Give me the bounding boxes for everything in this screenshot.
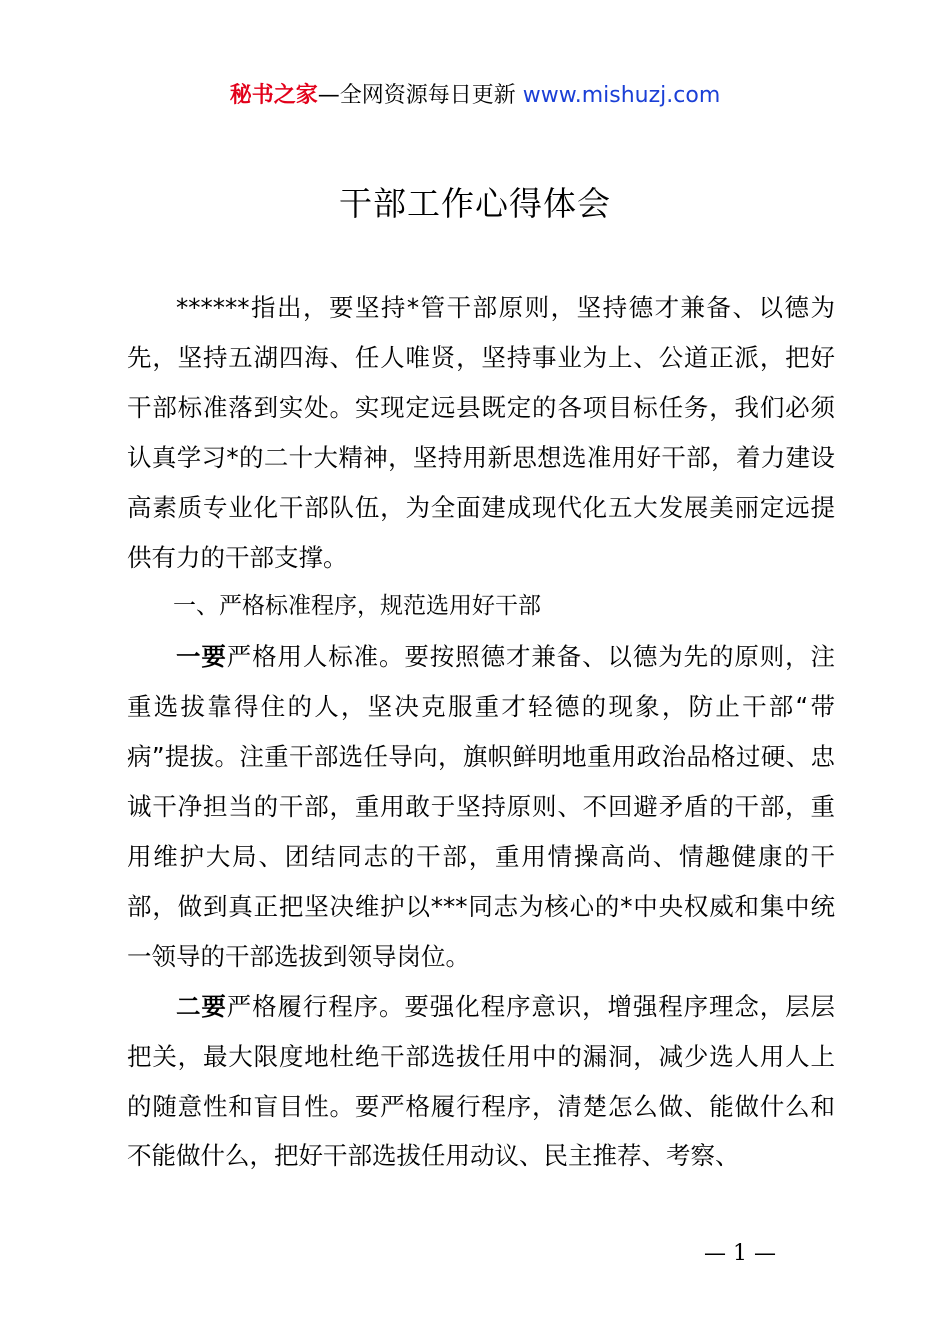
section-heading-1: 一、严格标准程序，规范选用好干部 xyxy=(173,593,541,620)
paragraph-2-lead: 二要 xyxy=(176,991,227,1021)
document-title: 干部工作心得体会 xyxy=(339,184,611,223)
paragraph-2 xyxy=(127,982,835,1182)
site-url-link[interactable]: www.mishuzj.com xyxy=(522,83,721,108)
paragraph-2-text: 严格履行程序。要强化程序意识，增强程序理念，层层把关，最大限度地杜绝干部选拔任用中的漏洞，减少选人用人上的随意性和盲目性。要严格履行程序，清楚怎么做、能做什么和不能做什么，把好干部选拔任用动议、民主推荐、考察、 xyxy=(127,991,836,1171)
document-body xyxy=(127,283,835,1181)
header-tagline: —全网资源每日更新 xyxy=(317,83,516,108)
site-header xyxy=(0,82,950,110)
paragraph-1 xyxy=(127,632,835,981)
paragraph-1-text: 严格用人标准。要按照德才兼备、以德为先的原则，注重选拔靠得住的人，坚决克服重才轻德的现象，防止干部“带病”提拔。注重干部选任导向，旗帜鲜明地重用政治品格过硬、忠诚干净担当的干部，重用敢于坚持原则、不回避矛盾的干部，重用维护大局、团结同志的干部，重用情操高尚、情趣健康的干部，做到真正把坚决维护以***同志为核心的*中央权威和集中统一领导的干部选拔到领导岗位。 xyxy=(127,642,836,971)
intro-paragraph: ******指出，要坚持*管干部原则，坚持德才兼备、以德为先，坚持五湖四海、任人唯贤，坚持事业为上、公道正派，把好干部标准落到实处。实现定远县既定的各项目标任务，我们必须认真学习*的二十大精神，坚持用新思想选准用好干部，着力建设高素质专业化干部队伍，为全面建成现代化五大发展美丽定远提供有力的干部支撑。 xyxy=(127,293,835,572)
paragraph-1-lead: 一要 xyxy=(176,642,227,672)
page-number: — 1 — xyxy=(704,1241,776,1266)
brand-name: 秘书之家 xyxy=(229,83,318,108)
